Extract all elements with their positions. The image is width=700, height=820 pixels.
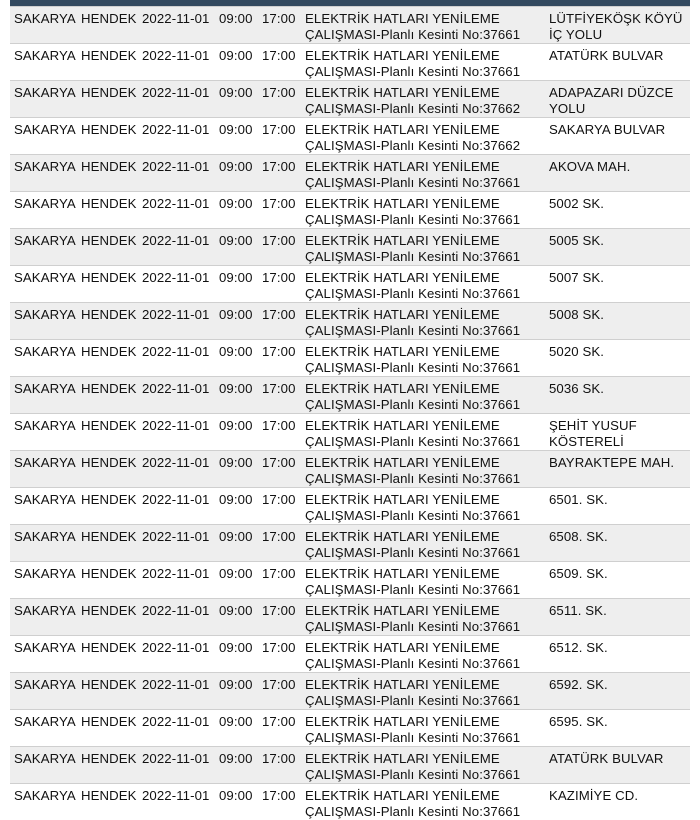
cell-date: 2022-11-01: [138, 266, 215, 303]
outage-table: [10, 6, 690, 820]
cell-reason: ELEKTRİK HATLARI YENİLEME ÇALIŞMASI-Planlı Kesinti No:37661: [301, 747, 545, 784]
cell-start-time: 09:00: [215, 451, 258, 488]
cell-location: 6501. SK.: [545, 488, 690, 525]
cell-start-time: 09:00: [215, 673, 258, 710]
cell-district: HENDEK: [77, 414, 138, 451]
cell-end-time: 17:00: [258, 340, 301, 377]
table-row: [10, 562, 690, 599]
cell-district: HENDEK: [77, 599, 138, 636]
cell-reason: ELEKTRİK HATLARI YENİLEME ÇALIŞMASI-Planlı Kesinti No:37661: [301, 229, 545, 266]
cell-end-time: 17:00: [258, 155, 301, 192]
cell-district: HENDEK: [77, 673, 138, 710]
table-row: [10, 340, 690, 377]
cell-province: SAKARYA: [10, 599, 77, 636]
cell-location: 5005 SK.: [545, 229, 690, 266]
cell-date: 2022-11-01: [138, 599, 215, 636]
cell-start-time: 09:00: [215, 303, 258, 340]
cell-start-time: 09:00: [215, 525, 258, 562]
cell-reason: ELEKTRİK HATLARI YENİLEME ÇALIŞMASI-Planlı Kesinti No:37661: [301, 155, 545, 192]
cell-start-time: 09:00: [215, 636, 258, 673]
cell-location: 5008 SK.: [545, 303, 690, 340]
cell-province: SAKARYA: [10, 710, 77, 747]
cell-start-time: 09:00: [215, 747, 258, 784]
cell-district: HENDEK: [77, 784, 138, 820]
cell-date: 2022-11-01: [138, 192, 215, 229]
table-row: [10, 377, 690, 414]
cell-reason: ELEKTRİK HATLARI YENİLEME ÇALIŞMASI-Planlı Kesinti No:37661: [301, 636, 545, 673]
cell-location: AKOVA MAH.: [545, 155, 690, 192]
cell-province: SAKARYA: [10, 266, 77, 303]
cell-reason: ELEKTRİK HATLARI YENİLEME ÇALIŞMASI-Planlı Kesinti No:37661: [301, 44, 545, 81]
table-row: [10, 599, 690, 636]
cell-start-time: 09:00: [215, 155, 258, 192]
cell-reason: ELEKTRİK HATLARI YENİLEME ÇALIŞMASI-Planlı Kesinti No:37661: [301, 784, 545, 820]
cell-start-time: 09:00: [215, 340, 258, 377]
cell-location: 5007 SK.: [545, 266, 690, 303]
cell-province: SAKARYA: [10, 673, 77, 710]
cell-end-time: 17:00: [258, 303, 301, 340]
cell-start-time: 09:00: [215, 192, 258, 229]
cell-province: SAKARYA: [10, 155, 77, 192]
cell-end-time: 17:00: [258, 784, 301, 820]
cell-date: 2022-11-01: [138, 7, 215, 44]
cell-date: 2022-11-01: [138, 81, 215, 118]
cell-province: SAKARYA: [10, 192, 77, 229]
cell-province: SAKARYA: [10, 562, 77, 599]
cell-province: SAKARYA: [10, 488, 77, 525]
table-row: [10, 747, 690, 784]
cell-location: SAKARYA BULVAR: [545, 118, 690, 155]
cell-date: 2022-11-01: [138, 451, 215, 488]
cell-end-time: 17:00: [258, 266, 301, 303]
cell-province: SAKARYA: [10, 525, 77, 562]
table-row: [10, 451, 690, 488]
table-row: [10, 155, 690, 192]
table-row: [10, 636, 690, 673]
cell-province: SAKARYA: [10, 303, 77, 340]
cell-district: HENDEK: [77, 710, 138, 747]
cell-end-time: 17:00: [258, 81, 301, 118]
table-row: [10, 266, 690, 303]
cell-district: HENDEK: [77, 303, 138, 340]
cell-district: HENDEK: [77, 118, 138, 155]
table-body: [10, 7, 690, 820]
cell-province: SAKARYA: [10, 784, 77, 820]
cell-reason: ELEKTRİK HATLARI YENİLEME ÇALIŞMASI-Planlı Kesinti No:37661: [301, 340, 545, 377]
cell-province: SAKARYA: [10, 636, 77, 673]
cell-reason: ELEKTRİK HATLARI YENİLEME ÇALIŞMASI-Planlı Kesinti No:37661: [301, 451, 545, 488]
cell-start-time: 09:00: [215, 488, 258, 525]
cell-start-time: 09:00: [215, 414, 258, 451]
cell-district: HENDEK: [77, 377, 138, 414]
table-row: [10, 784, 690, 820]
cell-date: 2022-11-01: [138, 414, 215, 451]
cell-location: LÜTFİYEKÖŞK KÖYÜ İÇ YOLU: [545, 7, 690, 44]
cell-reason: ELEKTRİK HATLARI YENİLEME ÇALIŞMASI-Planlı Kesinti No:37661: [301, 673, 545, 710]
cell-end-time: 17:00: [258, 747, 301, 784]
cell-end-time: 17:00: [258, 7, 301, 44]
cell-reason: ELEKTRİK HATLARI YENİLEME ÇALIŞMASI-Planlı Kesinti No:37661: [301, 303, 545, 340]
cell-start-time: 09:00: [215, 7, 258, 44]
cell-start-time: 09:00: [215, 710, 258, 747]
cell-start-time: 09:00: [215, 81, 258, 118]
table-row: [10, 44, 690, 81]
cell-location: 5020 SK.: [545, 340, 690, 377]
table-row: [10, 229, 690, 266]
cell-location: BAYRAKTEPE MAH.: [545, 451, 690, 488]
cell-start-time: 09:00: [215, 599, 258, 636]
cell-date: 2022-11-01: [138, 562, 215, 599]
cell-district: HENDEK: [77, 340, 138, 377]
cell-reason: ELEKTRİK HATLARI YENİLEME ÇALIŞMASI-Planlı Kesinti No:37661: [301, 488, 545, 525]
cell-date: 2022-11-01: [138, 118, 215, 155]
cell-end-time: 17:00: [258, 118, 301, 155]
cell-location: ATATÜRK BULVAR: [545, 747, 690, 784]
cell-province: SAKARYA: [10, 414, 77, 451]
cell-date: 2022-11-01: [138, 340, 215, 377]
cell-end-time: 17:00: [258, 710, 301, 747]
table-row: [10, 414, 690, 451]
cell-province: SAKARYA: [10, 451, 77, 488]
cell-date: 2022-11-01: [138, 44, 215, 81]
cell-location: ADAPAZARI DÜZCE YOLU: [545, 81, 690, 118]
cell-district: HENDEK: [77, 562, 138, 599]
cell-district: HENDEK: [77, 747, 138, 784]
cell-date: 2022-11-01: [138, 229, 215, 266]
cell-location: 6595. SK.: [545, 710, 690, 747]
table-row: [10, 118, 690, 155]
cell-start-time: 09:00: [215, 266, 258, 303]
cell-date: 2022-11-01: [138, 377, 215, 414]
cell-district: HENDEK: [77, 44, 138, 81]
cell-date: 2022-11-01: [138, 784, 215, 820]
cell-reason: ELEKTRİK HATLARI YENİLEME ÇALIŞMASI-Planlı Kesinti No:37661: [301, 525, 545, 562]
cell-district: HENDEK: [77, 81, 138, 118]
cell-date: 2022-11-01: [138, 525, 215, 562]
table-row: [10, 7, 690, 44]
cell-district: HENDEK: [77, 7, 138, 44]
cell-province: SAKARYA: [10, 229, 77, 266]
cell-end-time: 17:00: [258, 451, 301, 488]
cell-province: SAKARYA: [10, 118, 77, 155]
cell-location: 6592. SK.: [545, 673, 690, 710]
cell-reason: ELEKTRİK HATLARI YENİLEME ÇALIŞMASI-Planlı Kesinti No:37661: [301, 414, 545, 451]
cell-date: 2022-11-01: [138, 673, 215, 710]
cell-location: 6511. SK.: [545, 599, 690, 636]
cell-location: 6509. SK.: [545, 562, 690, 599]
cell-reason: ELEKTRİK HATLARI YENİLEME ÇALIŞMASI-Planlı Kesinti No:37662: [301, 81, 545, 118]
cell-province: SAKARYA: [10, 340, 77, 377]
cell-start-time: 09:00: [215, 44, 258, 81]
table-row: [10, 192, 690, 229]
cell-start-time: 09:00: [215, 377, 258, 414]
cell-district: HENDEK: [77, 229, 138, 266]
cell-end-time: 17:00: [258, 229, 301, 266]
cell-reason: ELEKTRİK HATLARI YENİLEME ÇALIŞMASI-Planlı Kesinti No:37661: [301, 599, 545, 636]
cell-reason: ELEKTRİK HATLARI YENİLEME ÇALIŞMASI-Planlı Kesinti No:37661: [301, 377, 545, 414]
cell-district: HENDEK: [77, 636, 138, 673]
cell-end-time: 17:00: [258, 414, 301, 451]
table-row: [10, 673, 690, 710]
cell-end-time: 17:00: [258, 525, 301, 562]
cell-date: 2022-11-01: [138, 747, 215, 784]
cell-end-time: 17:00: [258, 192, 301, 229]
cell-date: 2022-11-01: [138, 710, 215, 747]
cell-reason: ELEKTRİK HATLARI YENİLEME ÇALIŞMASI-Planlı Kesinti No:37661: [301, 192, 545, 229]
cell-start-time: 09:00: [215, 229, 258, 266]
table-row: [10, 488, 690, 525]
cell-location: 6508. SK.: [545, 525, 690, 562]
cell-end-time: 17:00: [258, 377, 301, 414]
cell-province: SAKARYA: [10, 81, 77, 118]
table-row: [10, 303, 690, 340]
cell-reason: ELEKTRİK HATLARI YENİLEME ÇALIŞMASI-Planlı Kesinti No:37661: [301, 710, 545, 747]
cell-province: SAKARYA: [10, 44, 77, 81]
cell-date: 2022-11-01: [138, 636, 215, 673]
cell-end-time: 17:00: [258, 599, 301, 636]
cell-location: ŞEHİT YUSUF KÖSTERELİ: [545, 414, 690, 451]
cell-reason: ELEKTRİK HATLARI YENİLEME ÇALIŞMASI-Planlı Kesinti No:37661: [301, 7, 545, 44]
cell-reason: ELEKTRİK HATLARI YENİLEME ÇALIŞMASI-Planlı Kesinti No:37662: [301, 118, 545, 155]
table-row: [10, 525, 690, 562]
table-row: [10, 710, 690, 747]
cell-province: SAKARYA: [10, 377, 77, 414]
table-row: [10, 81, 690, 118]
cell-end-time: 17:00: [258, 636, 301, 673]
cell-province: SAKARYA: [10, 747, 77, 784]
cell-district: HENDEK: [77, 451, 138, 488]
cell-start-time: 09:00: [215, 784, 258, 820]
cell-date: 2022-11-01: [138, 155, 215, 192]
cell-location: 5002 SK.: [545, 192, 690, 229]
cell-date: 2022-11-01: [138, 488, 215, 525]
cell-district: HENDEK: [77, 266, 138, 303]
cell-reason: ELEKTRİK HATLARI YENİLEME ÇALIŞMASI-Planlı Kesinti No:37661: [301, 562, 545, 599]
cell-province: SAKARYA: [10, 7, 77, 44]
cell-location: KAZIMİYE CD.: [545, 784, 690, 820]
cell-location: 5036 SK.: [545, 377, 690, 414]
cell-start-time: 09:00: [215, 118, 258, 155]
cell-district: HENDEK: [77, 155, 138, 192]
cell-end-time: 17:00: [258, 488, 301, 525]
cell-end-time: 17:00: [258, 562, 301, 599]
cell-end-time: 17:00: [258, 673, 301, 710]
cell-district: HENDEK: [77, 488, 138, 525]
cell-date: 2022-11-01: [138, 303, 215, 340]
cell-location: ATATÜRK BULVAR: [545, 44, 690, 81]
cell-district: HENDEK: [77, 192, 138, 229]
cell-reason: ELEKTRİK HATLARI YENİLEME ÇALIŞMASI-Planlı Kesinti No:37661: [301, 266, 545, 303]
cell-end-time: 17:00: [258, 44, 301, 81]
cell-start-time: 09:00: [215, 562, 258, 599]
cell-district: HENDEK: [77, 525, 138, 562]
cell-location: 6512. SK.: [545, 636, 690, 673]
